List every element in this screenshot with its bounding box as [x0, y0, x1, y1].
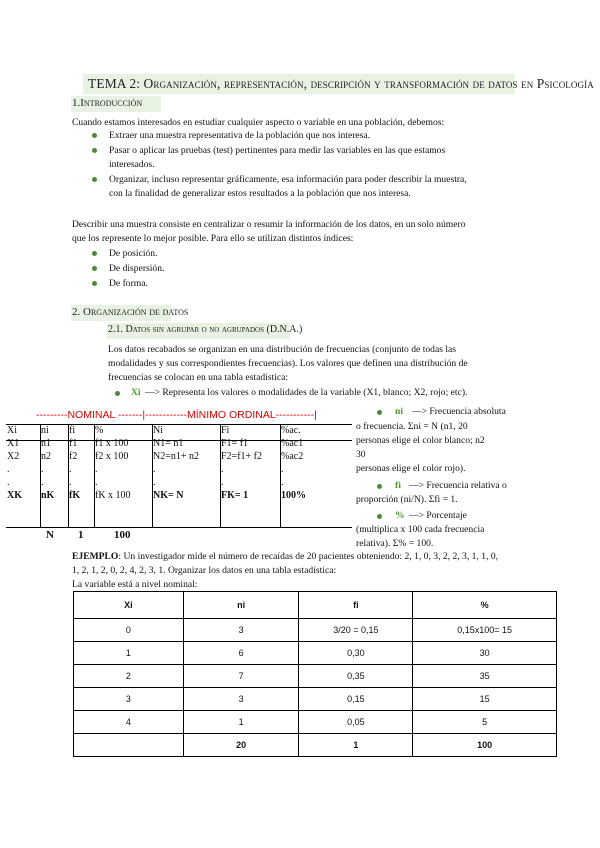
header-cell: Fi — [221, 425, 230, 436]
cell: nK — [41, 490, 55, 501]
bullet-dot — [92, 266, 97, 271]
cell: 3 — [183, 619, 299, 642]
list-item: Organizar, incluso representar gráficamente, esa información para poder describir la muestra, — [109, 174, 467, 185]
cell: 20 — [183, 734, 299, 757]
cell: 1 — [74, 642, 184, 665]
example-text: 1, 2, 1, 2, 0, 2, 4, 2, 3, 1. Organizar los datos en una tabla estadística: — [72, 565, 337, 576]
cell: 3/20 = 0,15 — [299, 619, 413, 642]
table-row — [6, 437, 352, 450]
bullet-dot — [92, 281, 97, 286]
paragraph: que los represente lo mejor posible. Para ello se utilizan distintos índices: — [72, 233, 354, 244]
bullet-dot — [92, 133, 97, 138]
header-cell: % — [95, 425, 104, 436]
percent-label: % — [395, 510, 405, 521]
table-row — [6, 450, 352, 463]
fi-label: fi — [395, 480, 401, 491]
cell: 100 — [413, 734, 557, 757]
cell: 15 — [413, 688, 557, 711]
cell: n1 — [41, 438, 51, 449]
table-row — [6, 489, 352, 502]
cell: 0 — [74, 619, 184, 642]
cell: N1= n1 — [153, 438, 184, 449]
list-item: De forma. — [109, 278, 148, 289]
ni-label: ni — [395, 406, 404, 417]
intro-lead: Cuando estamos interesados en estudiar cualquier aspecto o variable en una población, debemos: — [72, 117, 445, 128]
xi-definition: —> Representa los valores o modalidades de la variable (X1, blanco; X2, rojo; etc). — [145, 387, 468, 398]
ni-definition: personas elige el color blanco; n2 — [356, 435, 485, 446]
example-text: EJEMPLO: Un investigador mide el número de recaídas de 20 pacientes obteniendo: 2, 1, 0, 3, 2, 2, 3, 1, 1, 0, — [72, 551, 499, 562]
cell: 7 — [183, 665, 299, 688]
section-2-heading: 2. Organización de datos — [72, 306, 189, 318]
header-cell: fi — [69, 425, 76, 436]
header-cell: Ni — [153, 425, 163, 436]
cell: NK= N — [153, 490, 184, 501]
cell: %ac1 — [281, 438, 304, 449]
fi-definition: —> Frecuencia relativa o — [409, 480, 507, 491]
cell: 1 — [183, 711, 299, 734]
list-item: Extraer una muestra representativa de la población que nos interesa. — [109, 130, 371, 141]
list-item: De dispersión. — [109, 263, 165, 274]
header-cell: ni — [41, 425, 49, 436]
cell: %ac2 — [281, 451, 304, 462]
table-row — [74, 711, 557, 734]
table-header-row — [6, 424, 352, 437]
header-cell: ni — [183, 592, 299, 619]
paragraph: frecuencias se colocan en una tabla estadística: — [108, 372, 289, 383]
table-row — [74, 642, 557, 665]
cell: 0,35 — [299, 665, 413, 688]
cell: 3 — [183, 688, 299, 711]
cell: 2 — [74, 665, 184, 688]
cell: XK — [7, 490, 22, 501]
bullet-dot — [92, 148, 97, 153]
ni-definition: —> Frecuencia absoluta — [412, 406, 506, 417]
header-cell: Xi — [74, 592, 184, 619]
table-row — [74, 688, 557, 711]
total-percent: 100 — [114, 529, 131, 541]
paragraph: Los datos recabados se organizan en una distribución de frecuencias (conjunto de todas las — [108, 344, 457, 355]
cell: 1 — [299, 734, 413, 757]
cell: n2 — [41, 451, 51, 462]
cell: 6 — [183, 642, 299, 665]
cell: 5 — [413, 711, 557, 734]
header-cell: % — [413, 592, 557, 619]
cell: 4 — [74, 711, 184, 734]
header-cell: %ac. — [281, 425, 301, 436]
subsection-heading: 2.1. Datos sin agrupar o no agrupados (D.N.A.) — [108, 324, 303, 335]
cell: X1 — [7, 438, 20, 449]
cell: X2 — [7, 451, 20, 462]
list-item-cont: con la finalidad de generalizar estos resultados a la población que nos interesa. — [109, 188, 411, 199]
cell: 3 — [74, 688, 184, 711]
cell: fK x 100 — [95, 490, 131, 501]
bullet-dot — [377, 514, 382, 519]
cell: f1 — [69, 438, 78, 449]
cell: 0,15x100= 15 — [413, 619, 557, 642]
table-header-row — [74, 592, 557, 619]
xi-label: Xi — [131, 387, 141, 398]
example-table — [73, 591, 557, 757]
nominal-ordinal-annotation: ---------NOMINAL -------|------------MÍNIMO ORDINAL-----------| — [36, 409, 317, 421]
bullet-dot — [92, 177, 97, 182]
percent-definition: —> Porcentaje — [409, 510, 467, 521]
bullet-dot — [115, 391, 120, 396]
cell: N2=n1+ n2 — [153, 451, 200, 462]
ni-definition: 30 — [356, 449, 366, 460]
page-title: TEMA 2: Organización, representación, descripción y transformación de datos en Psicología — [88, 76, 594, 91]
paragraph: modalidades y sus correspondientes frecuencias). Los valores que definen una distribución de — [108, 358, 468, 369]
cell: 0,05 — [299, 711, 413, 734]
cell: f1 x 100 — [95, 438, 129, 449]
cell: f2 — [69, 451, 78, 462]
cell — [74, 734, 184, 757]
cell: F1= f1 — [221, 438, 249, 449]
cell: FK= 1 — [221, 490, 249, 501]
ellipsis-row: . . . . . . . — [7, 464, 284, 475]
example-text: La variable está a nivel nominal: — [72, 579, 198, 590]
list-item: Pasar o aplicar las pruebas (test) pertinentes para medir las variables en las que estamos — [109, 145, 446, 156]
list-item: De posición. — [109, 248, 158, 259]
bullet-dot — [377, 484, 382, 489]
cell: 0,15 — [299, 688, 413, 711]
cell: 0,30 — [299, 642, 413, 665]
total-n: N — [46, 529, 54, 541]
bullet-dot — [92, 251, 97, 256]
cell: f2 x 100 — [95, 451, 129, 462]
cell: F2=f1+ f2 — [221, 451, 263, 462]
table-row — [74, 665, 557, 688]
ni-definition: o frecuencia. Σni = N (n1, 20 — [356, 421, 468, 432]
bullet-dot — [377, 410, 382, 415]
cell: 30 — [413, 642, 557, 665]
ni-definition: personas elige el color rojo). — [356, 463, 466, 474]
totals-row — [74, 734, 557, 757]
list-item-cont: interesados. — [109, 159, 155, 170]
section-1-heading: 1.Introducción — [72, 97, 143, 109]
fi-definition: proporción (ni/N). Σfi = 1. — [356, 494, 458, 505]
table-row — [74, 619, 557, 642]
paragraph: Describir una muestra consiste en centralizar o resumir la información de los datos, en un solo número — [72, 219, 466, 230]
total-f: 1 — [78, 529, 84, 541]
header-cell: Xi — [7, 425, 17, 436]
cell: 100% — [281, 490, 306, 501]
percent-definition: relativa). Σ% = 100. — [356, 538, 434, 549]
header-cell: fi — [299, 592, 413, 619]
percent-definition: (multiplica x 100 cada frecuencia — [356, 524, 485, 535]
cell: 35 — [413, 665, 557, 688]
ellipsis-row: . . . . . . . — [7, 477, 284, 488]
cell: fK — [69, 490, 81, 501]
